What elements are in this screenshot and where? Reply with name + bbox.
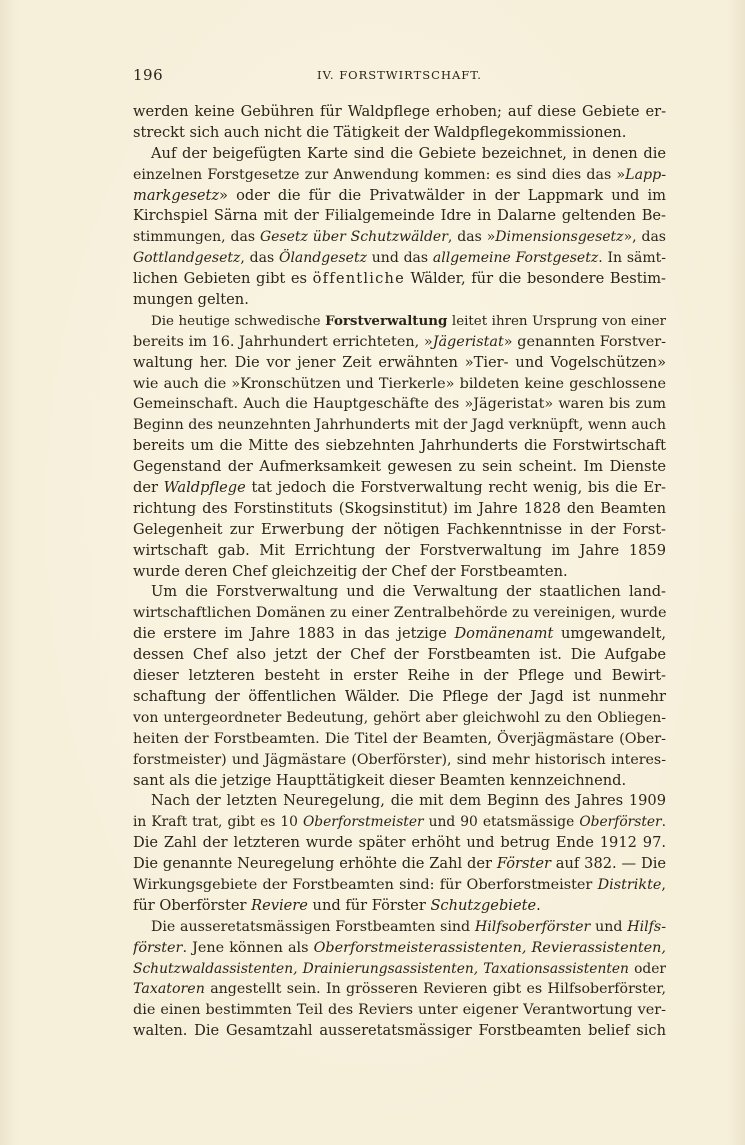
text-line: Taxatoren angestellt sein. In grösseren Revieren gibt es Hilfsoberförster, [133, 981, 666, 998]
body-text [133, 102, 666, 1042]
text-line: Kirchspiel Särna mit der Filialgemeinde Idre in Dalarne geltenden Be- [133, 207, 666, 225]
text-line: Die heutige schwedische Forstverwaltung leitet ihren Ursprung von einer [151, 312, 666, 329]
text-line: Die Zahl der letzteren wurde später erhöht und betrug Ende 1912 97. [133, 834, 666, 852]
text-line: von untergeordneter Bedeutung, gehört aber gleichwohl zu den Obliegen- [133, 709, 666, 726]
text-line: einzelnen Forstgesetze zur Anwendung kommen: es sind dies das »Lapp- [133, 166, 666, 183]
text-line: für Oberförster Reviere und für Förster Schutzgebiete. [133, 896, 541, 914]
text-line: wurde deren Chef gleichzeitig der Chef der Forstbeamten. [133, 562, 568, 580]
text-line: lichen Gebieten gibt es öffentliche Wälder, für die besondere Bestim- [133, 270, 666, 288]
running-title: IV. FORSTWIRTSCHAFT. [317, 68, 482, 82]
text-line: Die ausseretatsmässigen Forstbeamten sind Hilfsoberförster und Hilfs- [151, 918, 666, 935]
text-line: Schutzwaldassistenten, Drainierungsassistenten, Taxationsassistenten oder [133, 960, 666, 977]
text-line: Um die Forstverwaltung und die Verwaltung der staatlichen land- [151, 583, 666, 601]
text-line: wirtschaft gab. Mit Errichtung der Forstverwaltung im Jahre 1859 [133, 541, 666, 559]
text-line: dieser letzteren besteht in erster Reihe in der Pflege und Bewirt- [133, 667, 666, 685]
text-line: walten. Die Gesamtzahl ausseretatsmässiger Forstbeamten belief sich [133, 1022, 666, 1040]
text-line: streckt sich auch nicht die Tätigkeit der Waldpflegekommissionen. [133, 123, 627, 141]
text-line: mungen gelten. [133, 291, 249, 309]
text-line: forstmeister) und Jägmästare (Oberförster), sind mehr historisch interes- [133, 751, 666, 768]
page-header [133, 66, 666, 88]
text-line: werden keine Gebühren für Waldpflege erhoben; auf diese Gebiete er- [133, 103, 666, 120]
text-line: Wirkungsgebiete der Forstbeamten sind: für Oberforstmeister Distrikte, [133, 876, 666, 893]
text-line: die erstere im Jahre 1883 in das jetzige Domänenamt umgewandelt, [133, 625, 666, 643]
text-line: Die genannte Neuregelung erhöhte die Zahl der Förster auf 382. — Die [133, 855, 666, 873]
text-line: förster. Jene können als Oberforstmeisterassistenten, Revierassistenten, [133, 939, 666, 956]
text-line: Nach der letzten Neuregelung, die mit dem Beginn des Jahres 1909 [151, 792, 666, 810]
text-line: bereits um die Mitte des siebzehnten Jahrhunderts die Forstwirtschaft [133, 437, 666, 455]
text-line: sant als die jetzige Haupttätigkeit dieser Beamten kennzeichnend. [133, 771, 627, 789]
text-line: waltung her. Die vor jener Zeit erwähnten »Tier- und Vogelschützen» [133, 353, 666, 371]
text-line: die einen bestimmten Teil des Reviers unter eigener Verantwortung ver- [133, 1002, 666, 1019]
text-line: Gegenstand der Aufmerksamkeit gewesen zu sein scheint. Im Dienste [133, 458, 666, 476]
text-line: heiten der Forstbeamten. Die Titel der Beamten, Överjägmästare (Ober- [133, 730, 666, 747]
text-line: wirtschaftlichen Domänen zu einer Zentralbehörde zu vereinigen, wurde [133, 605, 666, 622]
text-line: bereits im 16. Jahrhundert errichteten, »Jägeristat» genannten Forstver- [133, 333, 666, 350]
text-line: wie auch die »Kronschützen und Tierkerle» bildeten keine geschlossene [133, 375, 666, 392]
text-line: markgesetz» oder die für die Privatwälder in der Lappmark und im [133, 186, 666, 204]
text-line: der Waldpflege tat jedoch die Forstverwaltung recht wenig, bis die Er- [133, 479, 666, 497]
text-line: Gottlandgesetz, das Ölandgesetz und das allgemeine Forstgesetz. In sämt- [133, 250, 666, 267]
text-line: Gelegenheit zur Erwerbung der nötigen Fachkenntnisse in der Forst- [133, 520, 666, 538]
text-line: in Kraft trat, gibt es 10 Oberforstmeister und 90 etatsmässige Oberförster. [133, 814, 666, 831]
text-line: dessen Chef also jetzt der Chef der Forstbeamten ist. Die Aufgabe [133, 646, 666, 664]
text-line: stimmungen, das Gesetz über Schutzwälder, das »Dimensionsgesetz», das [133, 229, 666, 246]
page-number: 196 [133, 66, 164, 84]
text-line: Auf der beigefügten Karte sind die Gebiete bezeichnet, in denen die [151, 144, 666, 162]
text-line: schaftung der öffentlichen Wälder. Die Pflege der Jagd ist nunmehr [133, 687, 666, 705]
text-line: richtung des Forstinstituts (Skogsinstitut) im Jahre 1828 den Beamten [133, 499, 666, 517]
text-line: Beginn des neunzehnten Jahrhunderts mit der Jagd verknüpft, wenn auch [133, 417, 666, 434]
text-line: Gemeinschaft. Auch die Hauptgeschäfte des »Jägeristat» waren bis zum [133, 396, 666, 413]
